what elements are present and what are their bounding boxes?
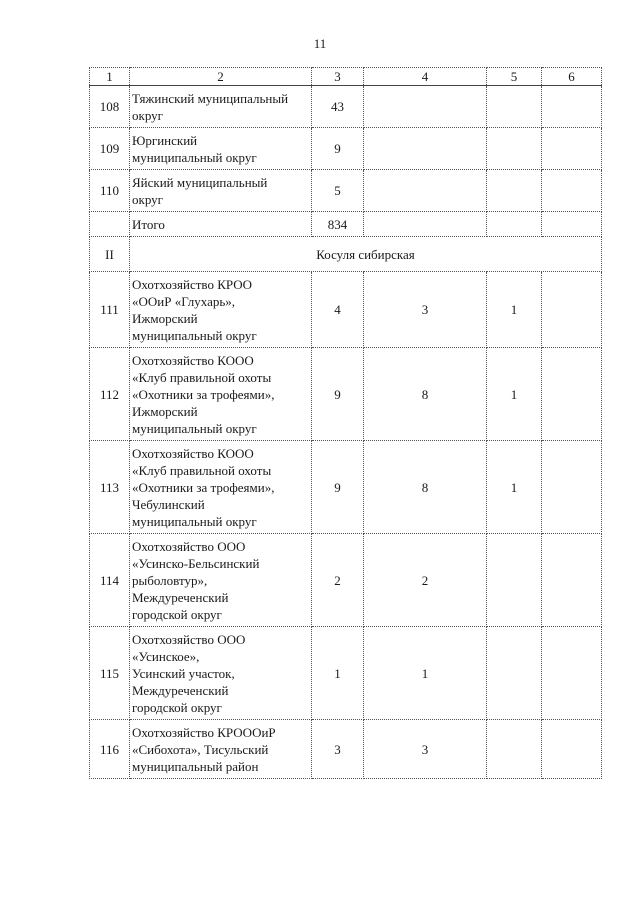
table-row: [90, 86, 602, 128]
row-col4: [364, 128, 487, 170]
row-number: 116: [90, 720, 130, 779]
header-cell-1: 1: [90, 68, 130, 86]
row-name: Юргинский муниципальный округ: [130, 128, 312, 170]
row-col4: [364, 170, 487, 212]
header-cell-4: 4: [364, 68, 487, 86]
row-col5: [487, 627, 542, 720]
row-name: Охотхозяйство КООО «Клуб правильной охоты «Охотники за трофеями», Чебулинский муниципальный округ: [130, 441, 312, 534]
section-row: [90, 237, 602, 272]
row-name: Тяжинский муниципальный округ: [130, 86, 312, 128]
row-col3: 4: [312, 272, 364, 348]
row-col3: 9: [312, 128, 364, 170]
row-name: Охотхозяйство КРОООиР «Сибохота», Тисульский муниципальный район: [130, 720, 312, 779]
row-col5: [487, 720, 542, 779]
row-col5: 1: [487, 272, 542, 348]
header-cell-5: 5: [487, 68, 542, 86]
row-col4: 1: [364, 627, 487, 720]
section-title: Косуля сибирская: [130, 237, 602, 272]
row-col3: 1: [312, 627, 364, 720]
header-cell-6: 6: [542, 68, 602, 86]
table-body: [90, 68, 602, 779]
row-col4: [364, 86, 487, 128]
header-cell-2: 2: [130, 68, 312, 86]
table-row: [90, 720, 602, 779]
table-row: [90, 128, 602, 170]
row-col3: 834: [312, 212, 364, 237]
row-number: 114: [90, 534, 130, 627]
section-number: II: [90, 237, 130, 272]
row-col6: [542, 441, 602, 534]
row-col3: 43: [312, 86, 364, 128]
row-col5: [487, 128, 542, 170]
table-row: [90, 170, 602, 212]
row-col6: [542, 170, 602, 212]
row-col3: 2: [312, 534, 364, 627]
row-name: Охотхозяйство КООО «Клуб правильной охоты «Охотники за трофеями», Ижморский муниципальный округ: [130, 348, 312, 441]
row-col6: [542, 128, 602, 170]
row-name: Итого: [130, 212, 312, 237]
row-number: 115: [90, 627, 130, 720]
row-col3: 3: [312, 720, 364, 779]
table-row: [90, 348, 602, 441]
row-col5: [487, 86, 542, 128]
header-row: [90, 68, 602, 86]
row-number: [90, 212, 130, 237]
table-row: [90, 441, 602, 534]
row-col5: [487, 170, 542, 212]
row-col6: [542, 627, 602, 720]
row-col4: 2: [364, 534, 487, 627]
row-col4: 3: [364, 720, 487, 779]
row-number: 113: [90, 441, 130, 534]
row-col6: [542, 534, 602, 627]
row-number: 110: [90, 170, 130, 212]
row-col3: 9: [312, 441, 364, 534]
row-name: Охотхозяйство ООО «Усинско-Бельсинский рыболовтур», Междуреченский городской округ: [130, 534, 312, 627]
row-col6: [542, 348, 602, 441]
table-row: [90, 212, 602, 237]
row-col6: [542, 272, 602, 348]
row-col5: [487, 534, 542, 627]
row-col6: [542, 720, 602, 779]
row-name: Охотхозяйство КРОО «ООиР «Глухарь», Ижморский муниципальный округ: [130, 272, 312, 348]
page-number: 11: [313, 36, 327, 51]
row-col4: [364, 212, 487, 237]
row-col4: 8: [364, 348, 487, 441]
row-name: Охотхозяйство ООО «Усинское», Усинский участок, Междуреченский городской округ: [130, 627, 312, 720]
row-number: 109: [90, 128, 130, 170]
row-name: Яйский муниципальный округ: [130, 170, 312, 212]
row-col5: 1: [487, 348, 542, 441]
row-col4: 3: [364, 272, 487, 348]
table-row: [90, 534, 602, 627]
row-col3: 9: [312, 348, 364, 441]
row-col4: 8: [364, 441, 487, 534]
row-number: 108: [90, 86, 130, 128]
table-row: [90, 627, 602, 720]
row-number: 112: [90, 348, 130, 441]
row-col5: [487, 212, 542, 237]
row-col6: [542, 212, 602, 237]
row-col5: 1: [487, 441, 542, 534]
allocation-table: [89, 67, 602, 779]
row-number: 111: [90, 272, 130, 348]
table-row: [90, 272, 602, 348]
header-cell-3: 3: [312, 68, 364, 86]
row-col6: [542, 86, 602, 128]
row-col3: 5: [312, 170, 364, 212]
